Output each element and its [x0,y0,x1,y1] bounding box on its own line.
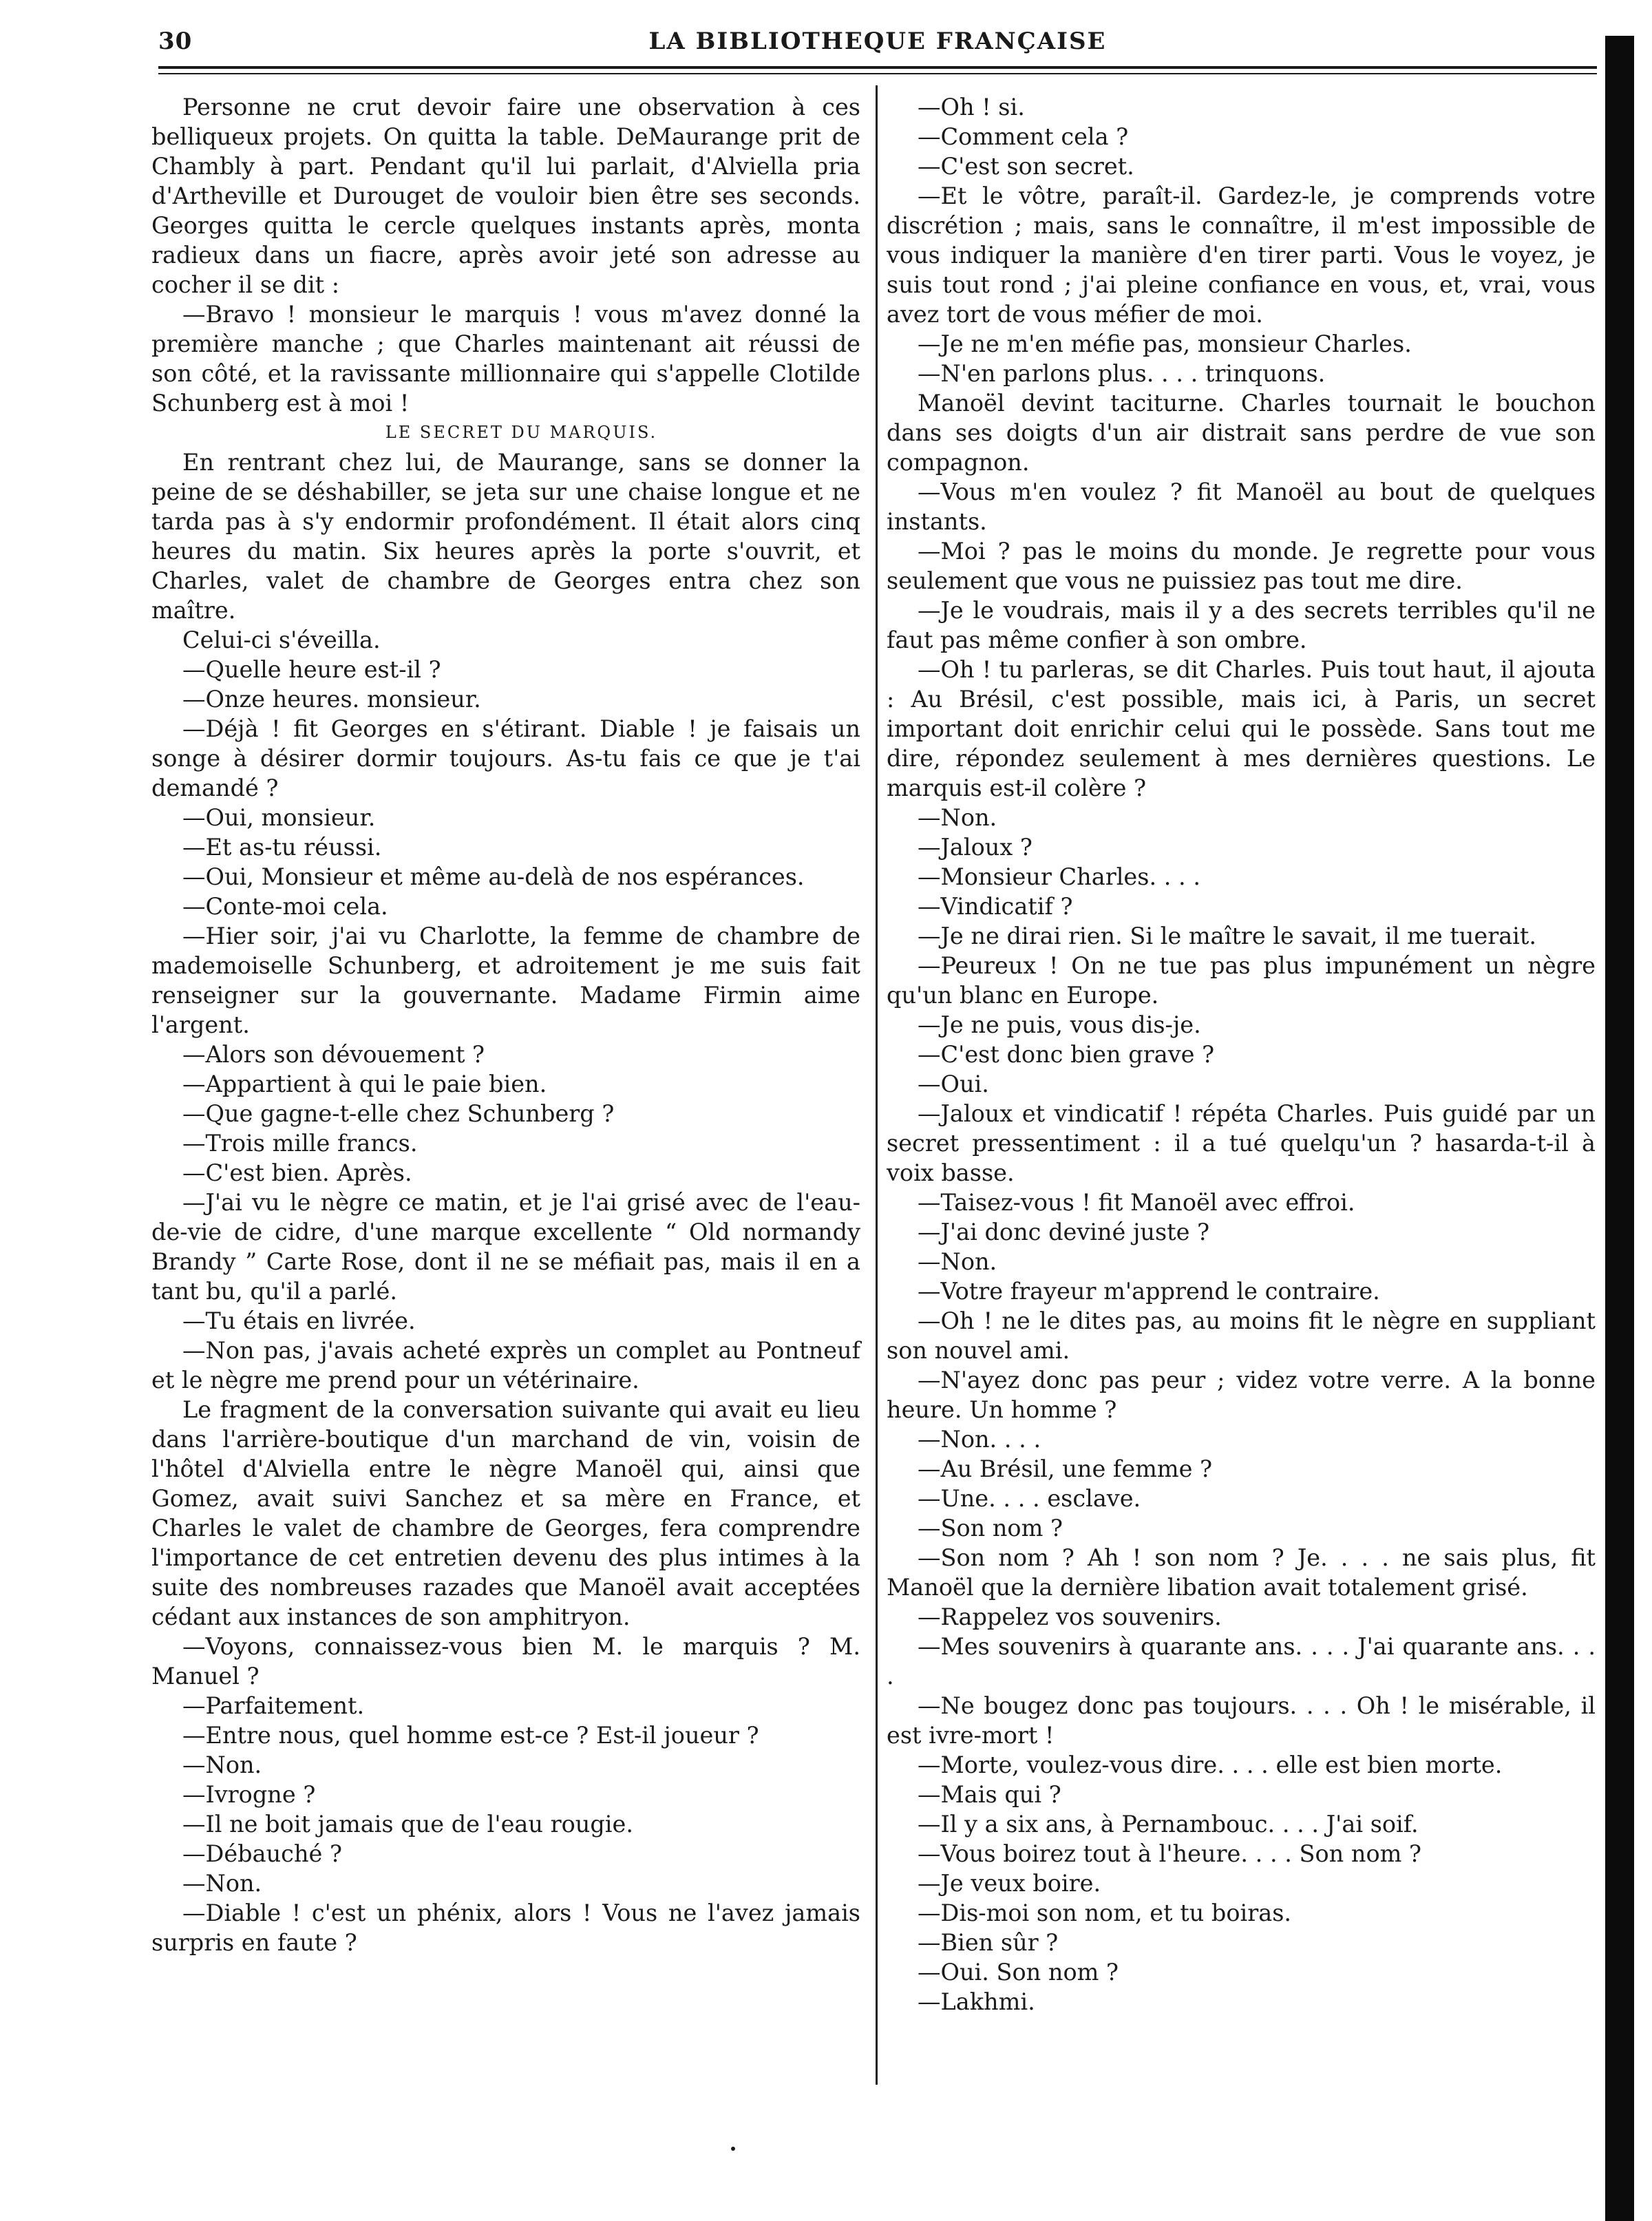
right-paragraphs [887,92,1596,2017]
paragraph: —Non. [182,1870,262,1897]
paragraph: —Et as-tu réussi. [182,834,382,861]
paragraph: —Non. [918,804,997,831]
paragraph: —Une. . . . esclave. [918,1485,1141,1512]
paragraph: —Non. [182,1751,262,1778]
paragraph: —Rappelez vos souvenirs. [918,1603,1222,1630]
paragraph: —Oui, monsieur. [182,804,376,831]
paragraph: —Il ne boit jamais que de l'eau rougie. [182,1811,633,1838]
paragraph: —Mes souvenirs à quarante ans. . . . J'ai quarante ans. . . . [887,1633,1596,1690]
paragraph: Personne ne crut devoir faire une observation à ces belliqueux projets. On quitta la table. DeMaurange prit de Chambly à part. Pendant qu'il lui parlait, d'Alviella pria d'Artheville et Durouget de vouloir bien être ses seconds. Georges quitta le cercle quelques instants après, monta radieux dans un fiacre, après avoir jeté son adresse au cocher il se dit : [151,94,860,298]
page-header [158,28,1597,55]
paragraph: —Moi ? pas le moins du monde. Je regrette pour vous seulement que vous ne puissiez pas tout me dire. [887,538,1596,594]
running-title: LA BIBLIOTHEQUE FRANÇAISE [648,28,1107,55]
paragraph: —Trois mille francs. [182,1130,418,1157]
column-divider [876,85,878,2085]
paragraph: —Parfaitement. [182,1692,365,1719]
paragraph: —Conte-moi cela. [182,893,388,920]
paragraph: —Monsieur Charles. . . . [918,863,1200,890]
paragraph: —Onze heures. monsieur. [182,686,481,713]
paragraph: —Bien sûr ? [918,1929,1059,1956]
paragraph: —Non. . . . [918,1426,1041,1453]
paragraph: —Vous boirez tout à l'heure. . . . Son nom ? [918,1840,1421,1867]
paragraph: —Je ne dirai rien. Si le maître le savait, il me tuerait. [918,923,1537,949]
page-number: 30 [158,28,193,55]
paragraph: —Ivrogne ? [182,1781,316,1808]
paragraph: —Peureux ! On ne tue pas plus impunément un nègre qu'un blanc en Europe. [887,952,1596,1009]
paragraph: —N'ayez donc pas peur ; videz votre verre. A la bonne heure. Un homme ? [887,1367,1596,1423]
paragraph: —Ne bougez donc pas toujours. . . . Oh ! le misérable, il est ivre-mort ! [887,1692,1596,1749]
paragraph: —C'est bien. Après. [182,1159,412,1186]
paragraph: —C'est son secret. [918,153,1134,180]
paragraph: —Oh ! si. [918,94,1025,120]
paragraph: —Hier soir, j'ai vu Charlotte, la femme de chambre de mademoiselle Schunberg, et adroitement je me suis fait renseigner sur la gouvernante. Madame Firmin aime l'argent. [151,923,860,1038]
paragraph: —Bravo ! monsieur le marquis ! vous m'avez donné la première manche ; que Charles maintenant ait réussi de son côté, et la ravissante millionnaire qui s'appelle Clotilde Schunberg est à moi ! [151,301,860,417]
paragraph: —Morte, voulez-vous dire. . . . elle est bien morte. [918,1751,1503,1778]
paragraph: —Taisez-vous ! fit Manoël avec effroi. [918,1189,1355,1216]
paragraph: —J'ai vu le nègre ce matin, et je l'ai grisé avec de l'eau-de-vie de cidre, d'une marque excellente “ Old normandy Brandy ” Carte Rose, dont il ne se méfiait pas, mais il en a tant bu, qu'il a parlé. [151,1189,860,1305]
left-column [151,92,860,1957]
paragraph: —Débauché ? [182,1840,342,1867]
paragraph: —Vous m'en voulez ? fit Manoël au bout de quelques instants. [887,478,1596,535]
paragraph: —Oui, Monsieur et même au-delà de nos espérances. [182,863,805,890]
paragraph: —Je veux boire. [918,1870,1101,1897]
paragraph: —Oh ! tu parleras, se dit Charles. Puis tout haut, il ajouta : Au Brésil, c'est possible, mais ici, à Paris, un secret important doit enrichir celui qui le possède. Sans tout me dire, répondez seulement à mes dernières questions. Le marquis est-il colère ? [887,656,1596,801]
paragraph: —C'est donc bien grave ? [918,1041,1215,1068]
page-edge-shadow [1605,36,1634,2221]
paragraph: —Oh ! ne le dites pas, au moins fit le nègre en suppliant son nouvel ami. [887,1307,1596,1364]
paragraph: —Et le vôtre, paraît-il. Gardez-le, je comprends votre discrétion ; mais, sans le connaître, il m'est impossible de vous indiquer la manière d'en tirer parti. Vous le voyez, je suis tout rond ; j'ai pleine confiance en vous, et, vrai, vous avez tort de vous méfier de moi. [887,182,1596,328]
paragraph: —Non. [918,1248,997,1275]
paragraph: —Je le voudrais, mais il y a des secrets terribles qu'il ne faut pas même confier à son ombre. [887,597,1596,653]
paragraph: —Quelle heure est-il ? [182,656,441,683]
paragraph: —Votre frayeur m'apprend le contraire. [918,1278,1380,1305]
header-rule-thin [158,73,1597,74]
paragraph: —Déjà ! fit Georges en s'étirant. Diable ! je faisais un songe à désirer dormir toujours. As-tu fais ce que je t'ai demandé ? [151,715,860,801]
paragraph: —Il y a six ans, à Pernambouc. . . . J'ai soif. [918,1811,1419,1838]
paragraph: —Que gagne-t-elle chez Schunberg ? [182,1100,615,1127]
paragraph: —Vindicatif ? [918,893,1073,920]
ink-speck [731,2147,735,2151]
paragraph: —Je ne m'en méfie pas, monsieur Charles. [918,330,1412,357]
paragraph: —Lakhmi. [918,1988,1035,2015]
paragraph: —Alors son dévouement ? [182,1041,485,1068]
paragraph: —Dis-moi son nom, et tu boiras. [918,1899,1292,1926]
paragraph: —Oui. [918,1071,989,1097]
left-paragraphs-before [151,92,860,418]
paragraph: —Je ne puis, vous dis-je. [918,1011,1201,1038]
section-heading: LE SECRET DU MARQUIS. [385,423,658,442]
paragraph: —N'en parlons plus. . . . trinquons. [918,360,1326,387]
left-paragraphs-after [151,448,860,1957]
paragraph: En rentrant chez lui, de Maurange, sans se donner la peine de se déshabiller, se jeta sur une chaise longue et ne tarda pas à s'y endormir profondément. Il était alors cinq heures du matin. Six heures après la porte s'ouvrit, et Charles, valet de chambre de Georges entra chez son maître. [151,449,860,624]
paragraph: —Son nom ? [918,1515,1063,1541]
paragraph: —Appartient à qui le paie bien. [182,1071,547,1097]
paragraph: —Entre nous, quel homme est-ce ? Est-il joueur ? [182,1722,759,1749]
right-column [887,92,1596,2017]
paragraph: —Mais qui ? [918,1781,1061,1808]
paragraph: —Son nom ? Ah ! son nom ? Je. . . . ne sais plus, fit Manoël que la dernière libation avait totalement grisé. [887,1544,1596,1601]
paragraph: Le fragment de la conversation suivante qui avait eu lieu dans l'arrière-boutique d'un marchand de vin, voisin de l'hôtel d'Alviella entre le nègre Manoël qui, ainsi que Gomez, avait suivi Sanchez et sa mère en France, et Charles le valet de chambre de Georges, fera comprendre l'importance de cet entretien devenu des plus intimes à la suite des nombreuses razades que Manoël avait acceptées cédant aux instances de son amphitryon. [151,1396,860,1630]
paragraph: —J'ai donc deviné juste ? [918,1219,1210,1245]
paragraph: —Jaloux et vindicatif ! répéta Charles. Puis guidé par un secret pressentiment : il a tué quelqu'un ? hasarda-t-il à voix basse. [887,1100,1596,1186]
paragraph: Celui-ci s'éveilla. [182,627,381,653]
paragraph: —Au Brésil, une femme ? [918,1455,1213,1482]
paragraph: —Diable ! c'est un phénix, alors ! Vous ne l'avez jamais surpris en faute ? [151,1899,860,1956]
paragraph: Manoël devint taciturne. Charles tournait le bouchon dans ses doigts d'un air distrait sans perdre de vue son compagnon. [887,390,1596,476]
paragraph: —Tu étais en livrée. [182,1307,416,1334]
paragraph: —Jaloux ? [918,834,1032,861]
paragraph: —Comment cela ? [918,123,1129,150]
paragraph: —Non pas, j'avais acheté exprès un complet au Pontneuf et le nègre me prend pour un vétérinaire. [151,1337,860,1393]
paragraph: —Oui. Son nom ? [918,1959,1119,1986]
header-rule [158,66,1597,69]
paragraph: —Voyons, connaissez-vous bien M. le marquis ? M. Manuel ? [151,1633,860,1690]
